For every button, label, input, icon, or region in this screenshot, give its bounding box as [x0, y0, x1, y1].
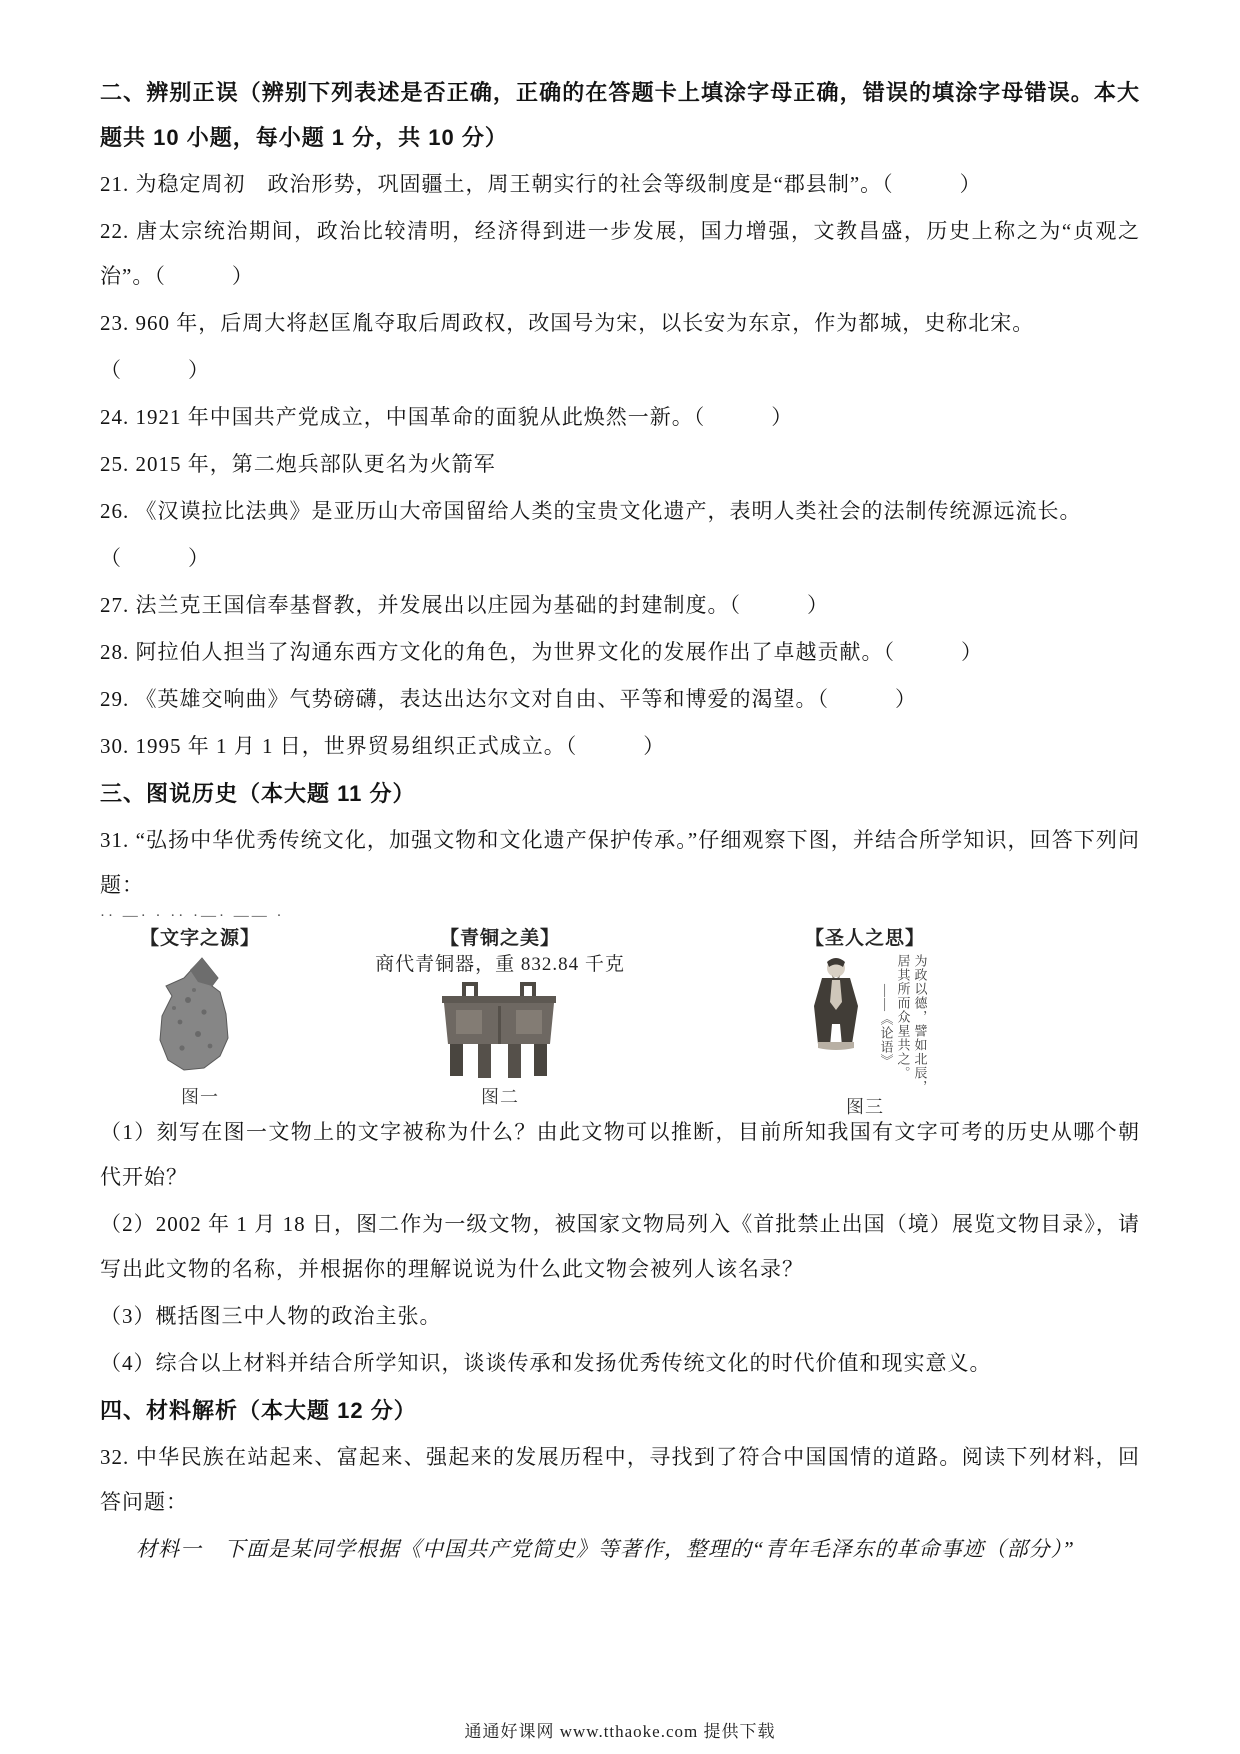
confucius-portrait-image [802, 954, 868, 1052]
figure-two-caption: 图二 [481, 1087, 519, 1107]
question-31-sub3: （3）概括图三中人物的政治主张。 [100, 1304, 442, 1328]
page-footer: 通通好课网 www.tthaoke.com 提供下载 [464, 1722, 776, 1741]
question-22: 22. 唐太宗统治期间，政治比较清明，经济得到进一步发展，国力增强，文教昌盛，历史上称之为“贞观之治”。（ ） [100, 219, 1140, 288]
figure-two-subtitle: 商代青铜器，重 832.84 千克 [375, 954, 625, 975]
question-23-answer-bracket: （ ） [100, 358, 210, 382]
figure-three-label: 【圣人之思】 [804, 928, 925, 949]
question-23: 23. 960 年，后周大将赵匡胤夺取后周政权，改国号为宋，以长安为东京，作为都城，史称北宋。 [100, 311, 1035, 335]
question-31-sub4: （4）综合以上材料并结合所学知识，谈谈传承和发扬优秀传统文化的时代价值和现实意义。 [100, 1351, 992, 1375]
question-21: 21. 为稳定周初 政治形势，巩固疆土，周王朝实行的社会等级制度是“郡县制”。（ ） [100, 172, 982, 196]
question-32: 32. 中华民族在站起来、富起来、强起来的发展历程中，寻找到了符合中国国情的道路。阅读下列材料，回答问题： [100, 1445, 1140, 1514]
figure-one-label: 【文字之源】 [139, 928, 260, 949]
question-29: 29. 《英雄交响曲》气势磅礴，表达出达尔文对自由、平等和博爱的渴望。（ ） [100, 687, 917, 711]
question-25: 25. 2015 年，第二炮兵部队更名为火箭军 [100, 452, 496, 476]
bronze-ding-image [420, 980, 580, 1080]
question-27: 27. 法兰克王国信奉基督教，并发展出以庄园为基础的封建制度。（ ） [100, 593, 829, 617]
figure-two-block [340, 926, 660, 1108]
section-three-heading: 三、图说历史（本大题 11 分） [100, 781, 416, 806]
question-28: 28. 阿拉伯人担当了沟通东西方文化的角色，为世界文化的发展作出了卓越贡献。（ ） [100, 640, 983, 664]
figure-two-label: 【青铜之美】 [439, 928, 560, 949]
analects-quote-text: 为政以德，譬如北辰，居其所而众星共之。 [895, 954, 928, 1094]
oracle-bone-image [150, 956, 250, 1074]
figure-one-block [110, 926, 290, 1108]
question-24: 24. 1921 年中国共产党成立，中国革命的面貌从此焕然一新。（ ） [100, 405, 794, 429]
cropped-line-artifact: ·· —· · ·· ·—· —— · [100, 910, 285, 923]
question-31-sub1: （1）刻写在图一文物上的文字被称为什么？由此文物可以推断，目前所知我国有文字可考的历史从哪个朝代开始？ [100, 1120, 1140, 1189]
question-26: 26. 《汉谟拉比法典》是亚历山大帝国留给人类的宝贵文化遗产，表明人类社会的法制传统源远流长。 [100, 499, 1082, 523]
analects-quote-source: ——《论语》 [878, 984, 894, 1068]
figure-one-caption: 图一 [181, 1087, 219, 1107]
question-31: 31. “弘扬中华优秀传统文化，加强文物和文化遗产保护传承。”仔细观察下图，并结合所学知识，回答下列问题： [100, 828, 1140, 897]
analects-vertical-quote [878, 954, 929, 1096]
section-four-heading: 四、材料解析（本大题 12 分） [100, 1398, 417, 1423]
question-30: 30. 1995 年 1 月 1 日，世界贸易组织正式成立。（ ） [100, 734, 666, 758]
figure-three-caption: 图三 [846, 1097, 884, 1117]
figure-three-body [802, 954, 929, 1096]
question-26-answer-bracket: （ ） [100, 546, 210, 570]
figure-three-block [730, 926, 1000, 1117]
section-two-heading: 二、辨别正误（辨别下列表述是否正确，正确的在答题卡上填涂字母正确，错误的填涂字母错误。本大题共 10 小题，每小题 1 分，共 10 分） [100, 80, 1140, 150]
material-one-intro: 材料一 下面是某同学根据《中国共产党简史》等著作，整理的“青年毛泽东的革命事迹（部分）” [136, 1537, 1075, 1561]
question-31-sub2: （2）2002 年 1 月 18 日，图二作为一级文物，被国家文物局列入《首批禁止出国（境）展览文物目录》，请写出此文物的名称，并根据你的理解说说为什么此文物会被列人该名录？ [100, 1212, 1140, 1281]
figure-strip [100, 910, 1140, 1117]
